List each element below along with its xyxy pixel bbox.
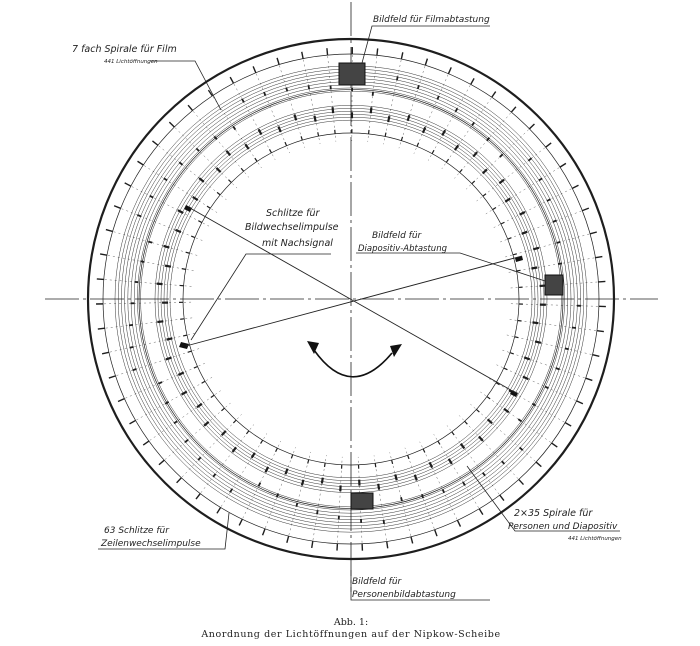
inner-slit-mark bbox=[460, 169, 463, 172]
person-aperture bbox=[395, 474, 396, 480]
line-slit-spoke bbox=[241, 441, 281, 523]
inner-slit-mark bbox=[417, 143, 419, 147]
person-aperture bbox=[222, 431, 226, 435]
label-frame-slits-2: Bildwechselimpulse bbox=[245, 222, 339, 233]
inner-slit-mark bbox=[392, 460, 393, 464]
line-slit-mark bbox=[572, 185, 578, 188]
film-aperture bbox=[140, 261, 144, 262]
person-aperture bbox=[216, 168, 220, 172]
line-slit-mark bbox=[479, 509, 483, 515]
inner-slit-mark bbox=[325, 463, 326, 467]
line-slit-mark bbox=[287, 536, 289, 543]
inner-slit-mark bbox=[182, 269, 186, 270]
inner-slit-mark bbox=[228, 180, 231, 183]
line-slit-mark bbox=[118, 399, 124, 402]
person-aperture bbox=[322, 478, 323, 484]
film-aperture bbox=[148, 242, 152, 243]
inner-slit-mark bbox=[261, 440, 263, 443]
film-aperture bbox=[520, 448, 523, 451]
person-aperture bbox=[408, 115, 410, 121]
film-aperture bbox=[179, 162, 182, 164]
film-aperture bbox=[264, 92, 266, 96]
person-aperture bbox=[333, 107, 334, 113]
film-aperture bbox=[558, 263, 562, 264]
line-slit-mark bbox=[597, 331, 604, 332]
line-slit-mark bbox=[137, 161, 143, 165]
line-slit-spoke bbox=[99, 302, 191, 304]
line-slit-mark bbox=[425, 59, 427, 66]
film-aperture bbox=[422, 494, 423, 498]
film-aperture bbox=[185, 440, 188, 443]
film-aperture bbox=[130, 347, 134, 348]
inner-slit-mark bbox=[375, 463, 376, 467]
label-person-spiral-3: 441 Lichtöffnungen bbox=[568, 536, 622, 542]
inner-slit-mark bbox=[217, 192, 220, 194]
inner-slit-mark bbox=[308, 460, 309, 464]
film-aperture bbox=[397, 76, 398, 80]
line-slit-spoke bbox=[459, 415, 521, 482]
line-slit-mark bbox=[217, 507, 221, 513]
person-aperture bbox=[524, 357, 530, 359]
label-slide-frame-1: Bildfeld für bbox=[372, 231, 422, 241]
line-slit-spoke bbox=[480, 392, 554, 445]
line-slit-mark bbox=[263, 529, 265, 535]
film-aperture bbox=[532, 404, 535, 406]
person-aperture bbox=[371, 107, 372, 113]
line-slit-mark bbox=[109, 376, 116, 378]
person-aperture bbox=[245, 144, 248, 149]
line-slit-mark bbox=[253, 66, 256, 72]
line-slit-spoke bbox=[486, 165, 564, 214]
person-aperture bbox=[415, 475, 417, 481]
line-slit-mark bbox=[327, 48, 328, 55]
line-slit-mark bbox=[387, 541, 388, 548]
person-aperture bbox=[294, 115, 296, 121]
line-slit-mark bbox=[401, 52, 402, 59]
label-film-spiral-sub: 441 Lichtöffnungen bbox=[104, 59, 158, 65]
line-slit-mark bbox=[560, 163, 566, 167]
inner-slit-mark bbox=[285, 142, 287, 146]
person-aperture bbox=[278, 127, 280, 132]
inner-slit-mark bbox=[483, 194, 486, 196]
line-slit-spoke bbox=[447, 425, 502, 498]
film-aperture bbox=[518, 419, 521, 421]
label-person-spiral-2: Personen und Diapositiv bbox=[508, 522, 618, 532]
inner-slit-mark bbox=[233, 420, 236, 423]
line-slit-spoke bbox=[132, 377, 212, 422]
line-slit-mark bbox=[302, 52, 303, 59]
line-slit-mark bbox=[411, 537, 413, 544]
film-aperture bbox=[553, 220, 557, 221]
label-line-slits-1: 63 Schlitze für bbox=[104, 526, 169, 536]
label-film-spiral-title: 7 fach Spirale für Film bbox=[72, 44, 177, 55]
line-slit-spoke bbox=[489, 379, 568, 425]
film-aperture bbox=[418, 85, 419, 89]
person-aperture bbox=[522, 232, 528, 234]
person-frame-window bbox=[351, 493, 373, 509]
line-slit-spoke bbox=[337, 457, 342, 548]
line-slit-spoke bbox=[103, 255, 194, 271]
person-aperture bbox=[504, 409, 509, 412]
label-frame-slits-1: Schlitze für bbox=[266, 208, 320, 219]
person-aperture bbox=[461, 444, 465, 449]
inner-slit-mark bbox=[472, 181, 475, 184]
person-aperture bbox=[199, 178, 204, 182]
film-aperture bbox=[242, 99, 244, 102]
inner-slit-mark bbox=[221, 408, 224, 411]
inner-slit-mark bbox=[423, 449, 425, 453]
inner-slit-mark bbox=[510, 353, 514, 354]
line-slit-mark bbox=[582, 208, 589, 210]
film-aperture bbox=[196, 148, 199, 151]
line-slit-mark bbox=[152, 141, 157, 145]
person-aperture bbox=[285, 469, 287, 475]
film-aperture bbox=[472, 122, 474, 125]
line-slit-spoke bbox=[507, 335, 597, 356]
inner-slit-mark bbox=[517, 270, 521, 271]
film-aperture bbox=[463, 482, 465, 485]
inner-slit-mark bbox=[518, 320, 522, 321]
inner-slit-mark bbox=[432, 150, 434, 153]
inner-slit-mark bbox=[515, 337, 519, 338]
line-slit-spoke bbox=[428, 81, 472, 161]
inner-slit-mark bbox=[198, 221, 202, 223]
inner-slit-mark bbox=[501, 222, 505, 224]
inner-slit-mark bbox=[513, 254, 517, 255]
film-aperture bbox=[259, 483, 261, 487]
line-slit-mark bbox=[529, 124, 534, 129]
line-slit-spoke bbox=[171, 124, 237, 188]
line-slit-mark bbox=[98, 328, 105, 329]
person-aperture bbox=[204, 422, 209, 426]
line-slit-spoke bbox=[146, 391, 221, 444]
film-frame-window bbox=[339, 63, 365, 85]
line-slit-mark bbox=[177, 478, 182, 483]
person-aperture bbox=[314, 116, 315, 122]
rotation-arc bbox=[314, 350, 392, 377]
line-slit-mark bbox=[188, 105, 192, 110]
inner-slit-mark bbox=[487, 397, 490, 399]
aperture-holes bbox=[129, 76, 581, 523]
line-slit-spoke bbox=[374, 455, 387, 545]
film-aperture bbox=[137, 215, 141, 216]
line-slit-mark bbox=[106, 230, 113, 232]
inner-slit-mark bbox=[246, 431, 248, 434]
person-aperture bbox=[520, 212, 525, 215]
person-aperture bbox=[167, 338, 173, 339]
film-aperture bbox=[547, 199, 551, 201]
inner-slit-mark bbox=[408, 455, 409, 459]
person-aperture bbox=[532, 322, 538, 323]
label-slide-frame-2: Diapositiv-Abtastung bbox=[358, 244, 447, 254]
person-aperture bbox=[423, 127, 425, 132]
line-slit-mark bbox=[595, 257, 602, 258]
line-slit-spoke bbox=[288, 452, 311, 540]
film-aperture bbox=[455, 108, 457, 111]
line-slit-mark bbox=[102, 352, 109, 354]
line-slit-mark bbox=[97, 279, 104, 280]
caption-text: Anordnung der Lichtöffnungen auf der Nipkow-Scheibe bbox=[201, 629, 501, 640]
film-aperture bbox=[557, 242, 561, 243]
film-aperture bbox=[308, 85, 309, 89]
line-slit-spoke bbox=[405, 448, 436, 534]
line-slit-spoke bbox=[502, 350, 589, 379]
line-slit-spoke bbox=[390, 452, 412, 540]
person-aperture bbox=[166, 358, 172, 360]
line-slit-mark bbox=[277, 58, 279, 65]
film-aperture bbox=[150, 196, 154, 198]
person-aperture bbox=[178, 373, 183, 375]
person-aperture bbox=[157, 321, 163, 322]
line-slit-mark bbox=[565, 423, 571, 426]
line-slit-spoke bbox=[510, 319, 601, 331]
inner-slit-mark bbox=[270, 149, 272, 152]
line-slit-mark bbox=[471, 78, 474, 84]
person-aperture bbox=[378, 484, 379, 490]
inner-slit-mark bbox=[508, 238, 512, 239]
leader-frame-slits bbox=[191, 254, 331, 340]
person-aperture bbox=[483, 169, 487, 173]
line-slit-mark bbox=[159, 460, 164, 465]
person-aperture bbox=[533, 248, 539, 250]
line-slit-mark bbox=[552, 443, 558, 447]
inner-slit-mark bbox=[401, 137, 402, 141]
person-aperture bbox=[226, 151, 230, 156]
line-slit-mark bbox=[511, 107, 516, 112]
slide-frame-window bbox=[545, 275, 563, 295]
film-aperture bbox=[286, 88, 287, 92]
inner-slit-mark bbox=[446, 159, 448, 162]
person-aperture bbox=[479, 437, 483, 441]
inner-slit-mark bbox=[194, 366, 198, 368]
inner-slit-mark bbox=[465, 421, 468, 424]
person-aperture bbox=[302, 480, 304, 486]
line-slit-mark bbox=[125, 183, 131, 186]
person-aperture bbox=[175, 230, 181, 232]
inner-slit-mark bbox=[291, 455, 292, 459]
line-slit-mark bbox=[114, 206, 121, 209]
person-aperture bbox=[388, 116, 389, 122]
film-aperture bbox=[230, 489, 232, 492]
inner-slit-mark bbox=[255, 158, 257, 161]
inner-slit-mark bbox=[202, 381, 205, 383]
label-frame-slits-3: mit Nachsignal bbox=[262, 238, 333, 249]
line-slit-spoke bbox=[161, 403, 230, 463]
inner-slit-mark bbox=[493, 208, 496, 210]
line-slit-spoke bbox=[399, 61, 427, 148]
film-aperture bbox=[539, 178, 542, 180]
line-slit-mark bbox=[500, 495, 504, 501]
person-aperture bbox=[430, 462, 433, 467]
inner-slit-mark bbox=[476, 409, 479, 412]
line-slit-spoke bbox=[264, 447, 296, 532]
leader-film-spiral bbox=[150, 61, 221, 110]
line-slit-mark bbox=[590, 232, 597, 234]
line-slit-spoke bbox=[190, 107, 249, 177]
line-slit-mark bbox=[143, 441, 149, 445]
inner-slit-mark bbox=[183, 335, 187, 336]
person-aperture bbox=[535, 341, 541, 342]
leader-film-frame bbox=[362, 26, 490, 63]
line-slit-spoke bbox=[100, 279, 192, 286]
line-slit-mark bbox=[592, 355, 599, 357]
person-aperture bbox=[266, 467, 269, 472]
inner-slit-mark bbox=[452, 432, 454, 435]
film-aperture bbox=[401, 497, 402, 501]
film-aperture bbox=[164, 178, 167, 180]
inner-slit-mark bbox=[438, 441, 440, 444]
line-slit-mark bbox=[492, 92, 496, 98]
line-slit-spoke bbox=[511, 304, 603, 307]
film-aperture bbox=[483, 473, 485, 476]
inner-slit-mark bbox=[301, 136, 302, 140]
film-aperture bbox=[317, 510, 318, 514]
person-aperture bbox=[488, 419, 492, 423]
film-aperture bbox=[443, 489, 445, 493]
line-slit-mark bbox=[130, 420, 136, 423]
line-slit-mark bbox=[230, 77, 233, 83]
inner-slit-mark bbox=[188, 351, 192, 352]
inner-slit-mark bbox=[211, 395, 214, 397]
inner-slit-mark bbox=[318, 132, 319, 136]
label-person-spiral-1: 2×35 Spirale für bbox=[514, 508, 593, 519]
person-aperture bbox=[473, 152, 477, 157]
line-slit-mark bbox=[239, 519, 242, 525]
film-aperture bbox=[565, 348, 569, 349]
film-aperture bbox=[500, 154, 503, 157]
inner-slit-mark bbox=[191, 236, 195, 237]
line-slit-mark bbox=[536, 462, 541, 467]
line-slit-mark bbox=[457, 520, 460, 526]
inner-slit-mark bbox=[207, 206, 210, 208]
line-slit-mark bbox=[586, 378, 593, 380]
inner-slit-mark bbox=[504, 368, 508, 370]
person-aperture bbox=[232, 447, 236, 452]
person-aperture bbox=[523, 377, 528, 379]
film-aperture bbox=[165, 402, 168, 404]
film-aperture bbox=[277, 494, 278, 498]
rotation-arrowhead-right bbox=[390, 344, 402, 357]
label-film-frame: Bildfeld für Filmabtastung bbox=[373, 15, 490, 25]
line-slit-spoke bbox=[327, 51, 336, 141]
line-slit-mark bbox=[196, 494, 200, 499]
film-aperture bbox=[384, 520, 385, 524]
line-slit-mark bbox=[169, 122, 174, 127]
person-aperture bbox=[499, 180, 504, 184]
line-slit-spoke bbox=[312, 455, 326, 545]
line-slit-spoke bbox=[121, 363, 205, 400]
person-aperture bbox=[531, 268, 537, 269]
line-slit-mark bbox=[435, 530, 437, 537]
label-line-slits-2: Zeilenwechselimpulse bbox=[101, 539, 201, 549]
label-person-frame-2: Personenbildabtastung bbox=[352, 590, 456, 600]
film-aperture bbox=[174, 421, 177, 423]
film-aperture bbox=[158, 382, 162, 384]
film-aperture bbox=[572, 327, 576, 328]
film-aperture bbox=[437, 96, 439, 100]
person-aperture bbox=[165, 266, 171, 267]
caption-number: Abb. 1: bbox=[333, 617, 369, 628]
person-aperture bbox=[197, 404, 202, 407]
film-aperture bbox=[296, 503, 297, 507]
line-slit-mark bbox=[377, 48, 378, 55]
rotation-arrowhead-left bbox=[307, 341, 319, 354]
inner-slit-mark bbox=[276, 448, 278, 452]
line-slit-mark bbox=[448, 67, 451, 73]
line-slit-mark bbox=[546, 143, 551, 147]
inner-slit-mark bbox=[385, 133, 386, 137]
line-slit-mark bbox=[577, 401, 583, 404]
film-aperture bbox=[233, 126, 235, 129]
film-aperture bbox=[213, 474, 215, 477]
line-slit-spoke bbox=[101, 318, 192, 329]
diameter-line-b bbox=[190, 208, 516, 393]
line-slit-mark bbox=[100, 254, 107, 255]
film-aperture bbox=[133, 369, 137, 370]
line-slit-mark bbox=[312, 541, 313, 548]
film-aperture bbox=[528, 158, 531, 160]
film-aperture bbox=[545, 387, 549, 389]
inner-slit-mark bbox=[186, 252, 190, 253]
person-aperture bbox=[455, 145, 458, 150]
line-slit-mark bbox=[519, 479, 524, 484]
film-aperture bbox=[556, 368, 560, 369]
inner-slit-mark bbox=[241, 168, 244, 171]
film-aperture bbox=[502, 461, 505, 464]
line-slit-spoke bbox=[368, 51, 378, 141]
film-aperture bbox=[198, 457, 201, 460]
label-person-frame-1: Bildfeld für bbox=[352, 577, 402, 587]
